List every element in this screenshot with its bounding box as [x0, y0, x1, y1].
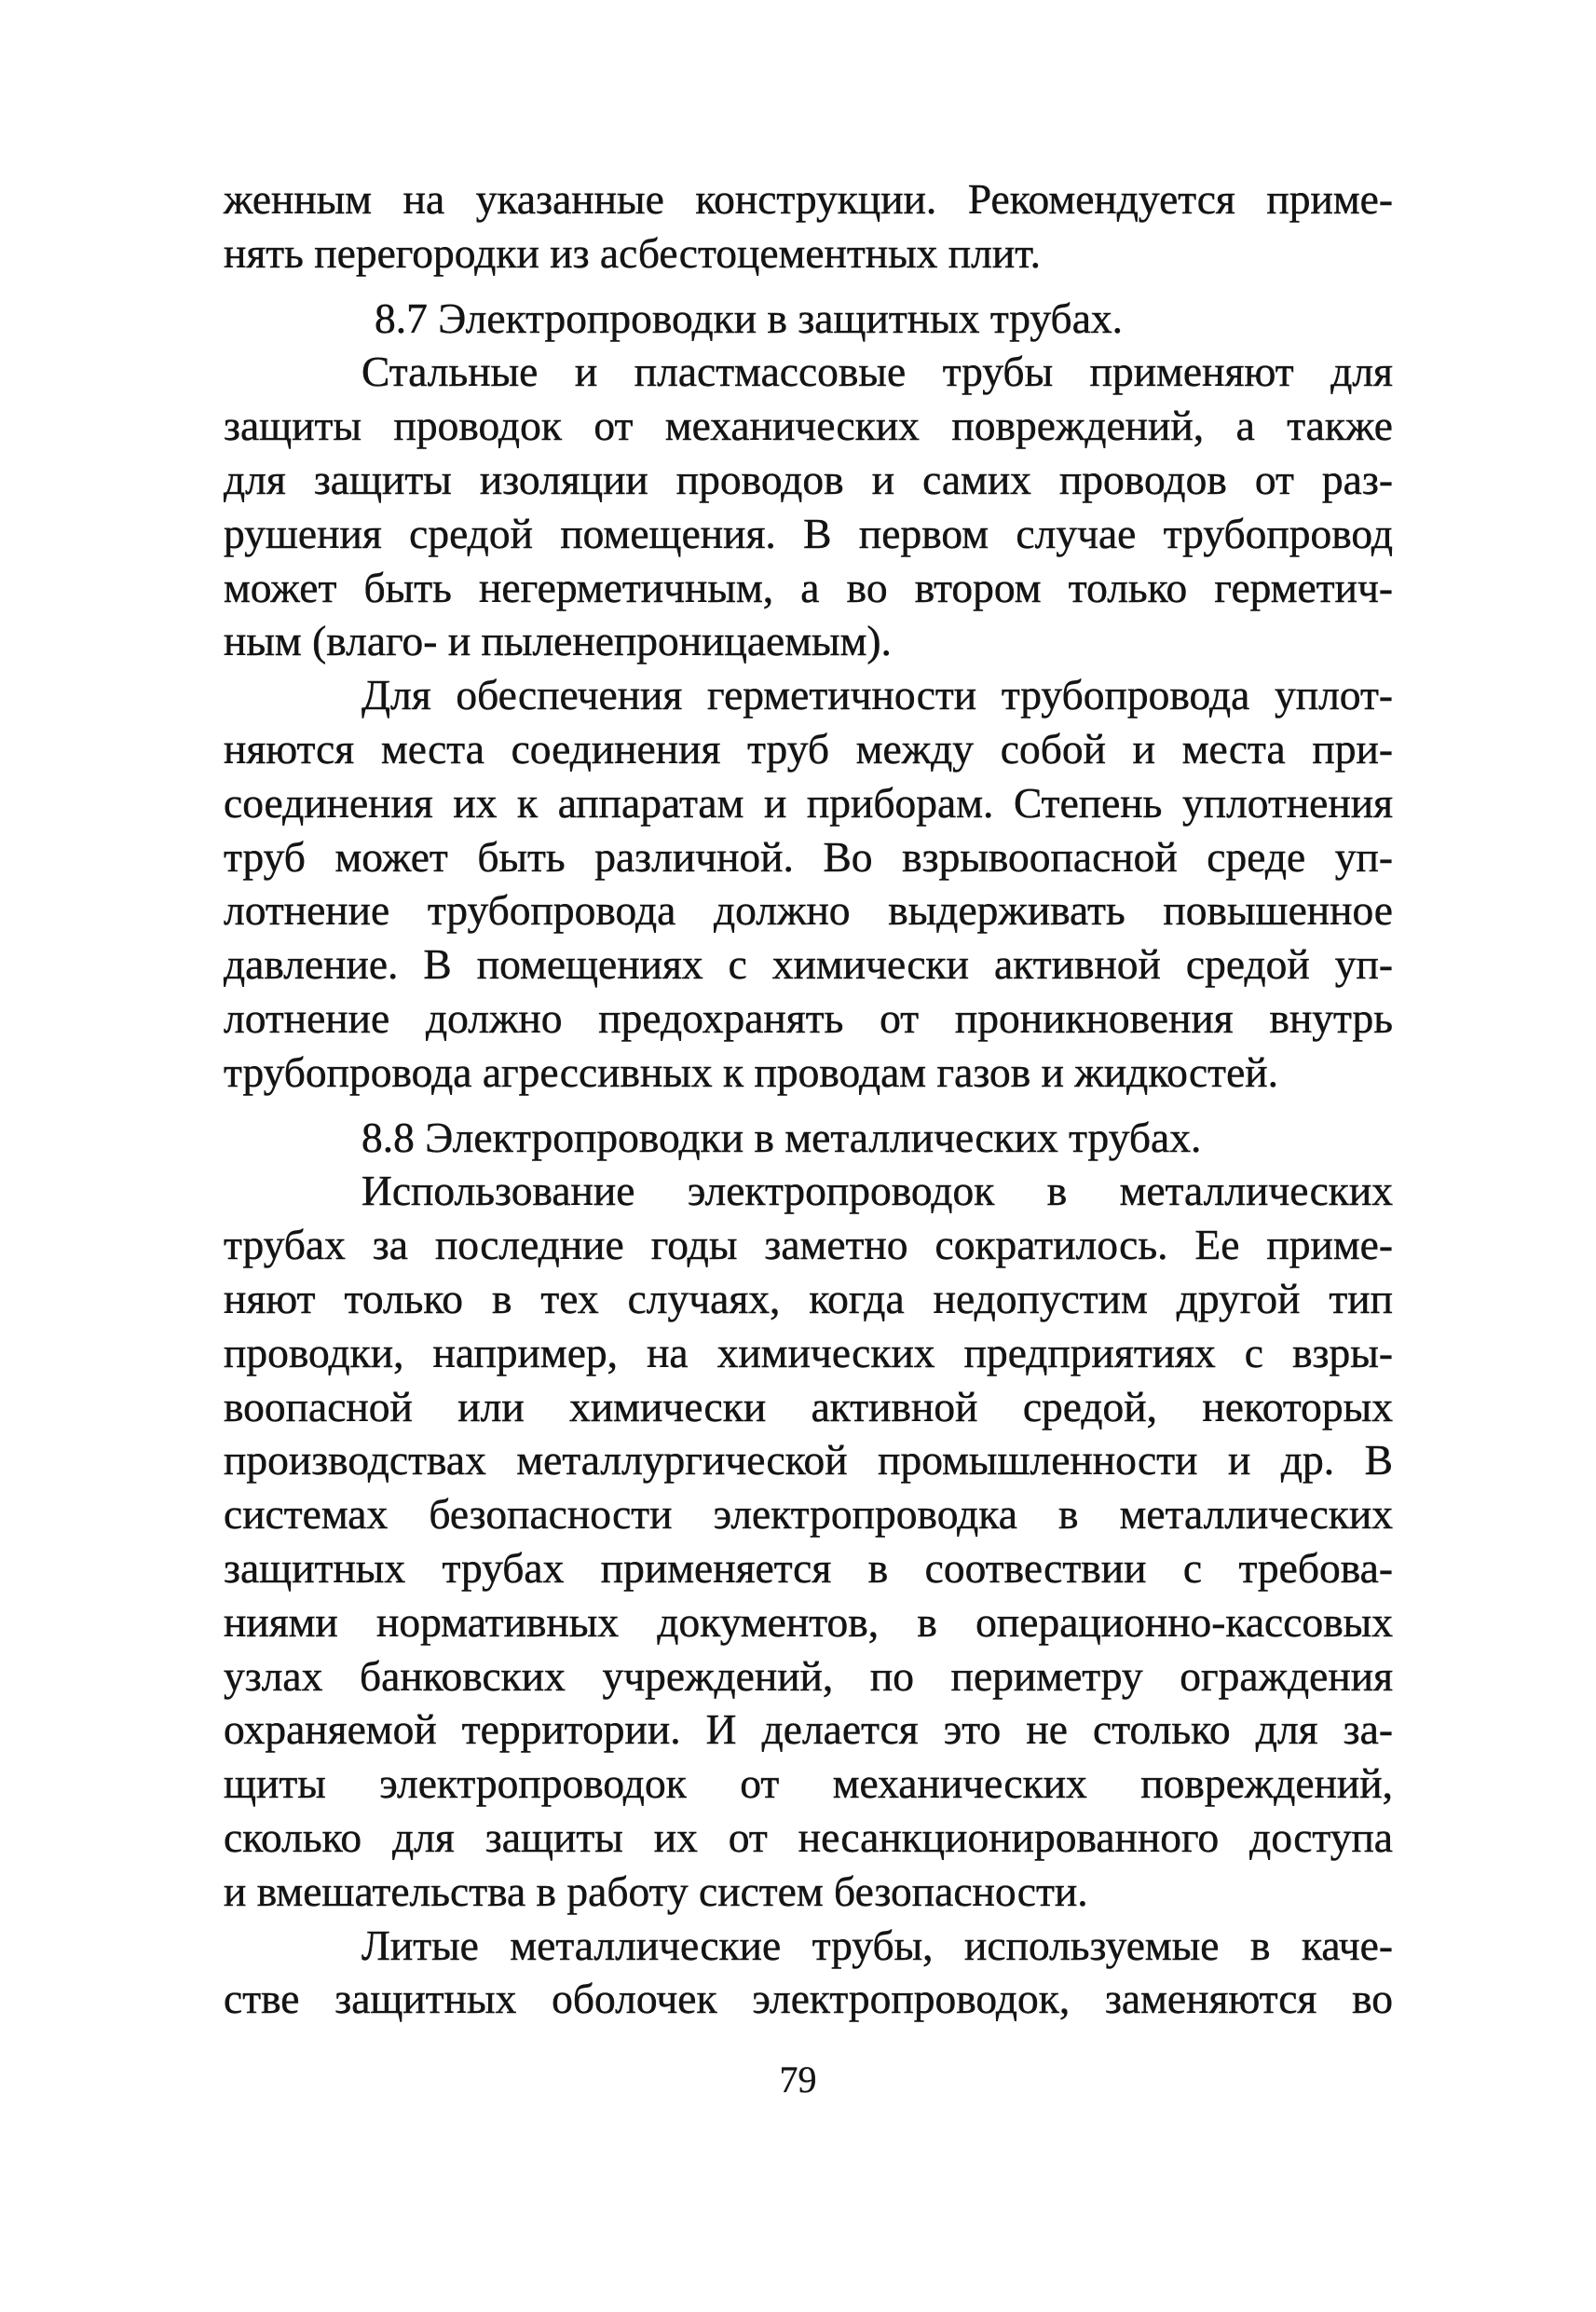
paragraph-continuation — [224, 172, 1393, 280]
text-line: нять перегородки из асбестоцементных плит. — [224, 228, 1042, 277]
text-line: и вмешательства в работу систем безопасности. — [224, 1867, 1088, 1915]
text-line: няют только в тех случаях, когда недопустим другой тип — [224, 1274, 1393, 1322]
text-line: стве защитных оболочек электропроводок, заменяются во — [224, 1975, 1393, 2023]
text-line: производствах металлургической промышленности и др. В — [224, 1436, 1393, 1484]
text-line: ниями нормативных документов, в операционно-кассовых — [224, 1597, 1393, 1646]
text-line: трубах за последние годы заметно сократилось. Ее приме- — [224, 1221, 1393, 1269]
heading-text: 8.7 Электропроводки в защитных трубах. — [375, 294, 1124, 342]
section-heading-8-8 — [224, 1111, 1393, 1165]
heading-text: 8.8 Электропроводки в металлических трубах. — [361, 1113, 1202, 1161]
paragraph-cast-pipes — [224, 1919, 1393, 2027]
paragraph-metal-pipes — [224, 1164, 1393, 1918]
text-line: Использование электропроводок в металлических — [361, 1167, 1393, 1215]
spacer — [224, 280, 1393, 292]
text-line: ным (влаго- и пыленепроницаемым). — [224, 617, 892, 665]
text-line: узлах банковских учреждений, по периметру ограждения — [224, 1651, 1393, 1700]
text-line: Стальные и пластмассовые трубы применяют для — [361, 348, 1393, 396]
text-line: давление. В помещениях с химически активной средой уп- — [224, 940, 1393, 989]
paragraph-steel-plastic-pipes — [224, 345, 1393, 668]
text-line: рушения средой помещения. В первом случае трубопровод — [224, 509, 1393, 557]
section-heading-8-7 — [224, 292, 1393, 346]
paragraph-sealing — [224, 668, 1393, 1099]
text-line: труб может быть различной. Во взрывоопасной среде уп- — [224, 832, 1393, 881]
text-line: щиты электропроводок от механических повреждений, — [224, 1759, 1393, 1808]
text-line: лотнение должно предохранять от проникновения внутрь — [224, 993, 1393, 1042]
body-text — [224, 172, 1393, 2026]
text-line: воопасной или химически активной средой, некоторых — [224, 1382, 1393, 1430]
text-line: сколько для защиты их от несанкционированного доступа — [224, 1813, 1393, 1861]
page-number: 79 — [779, 2059, 817, 2100]
spacer — [224, 1100, 1393, 1111]
text-line: Литые металлические трубы, используемые в каче- — [361, 1921, 1393, 1969]
text-line: няются места соединения труб между собой и места при- — [224, 724, 1393, 773]
text-line: защитных трубах применяется в соотвествии с требова- — [224, 1543, 1393, 1592]
text-line: защиты проводок от механических повреждений, а также — [224, 402, 1393, 450]
text-line: лотнение трубопровода должно выдерживать повышенное — [224, 886, 1393, 935]
text-line: может быть негерметичным, а во втором только герметич- — [224, 563, 1393, 611]
text-line: проводки, например, на химических предприятиях с взры- — [224, 1328, 1393, 1376]
text-line: трубопровода агрессивных к проводам газов и жидкостей. — [224, 1047, 1278, 1096]
text-line: соединения их к аппаратам и приборам. Степень уплотнения — [224, 778, 1393, 827]
text-line: охраняемой территории. И делается это не столько для за- — [224, 1705, 1393, 1754]
text-line: Для обеспечения герметичности трубопровода уплот- — [361, 671, 1393, 719]
text-line: женным на указанные конструкции. Рекомендуется приме- — [224, 175, 1393, 223]
text-line: системах безопасности электропроводка в металлических — [224, 1490, 1393, 1539]
text-line: для защиты изоляции проводов и самих проводов от раз- — [224, 455, 1393, 503]
